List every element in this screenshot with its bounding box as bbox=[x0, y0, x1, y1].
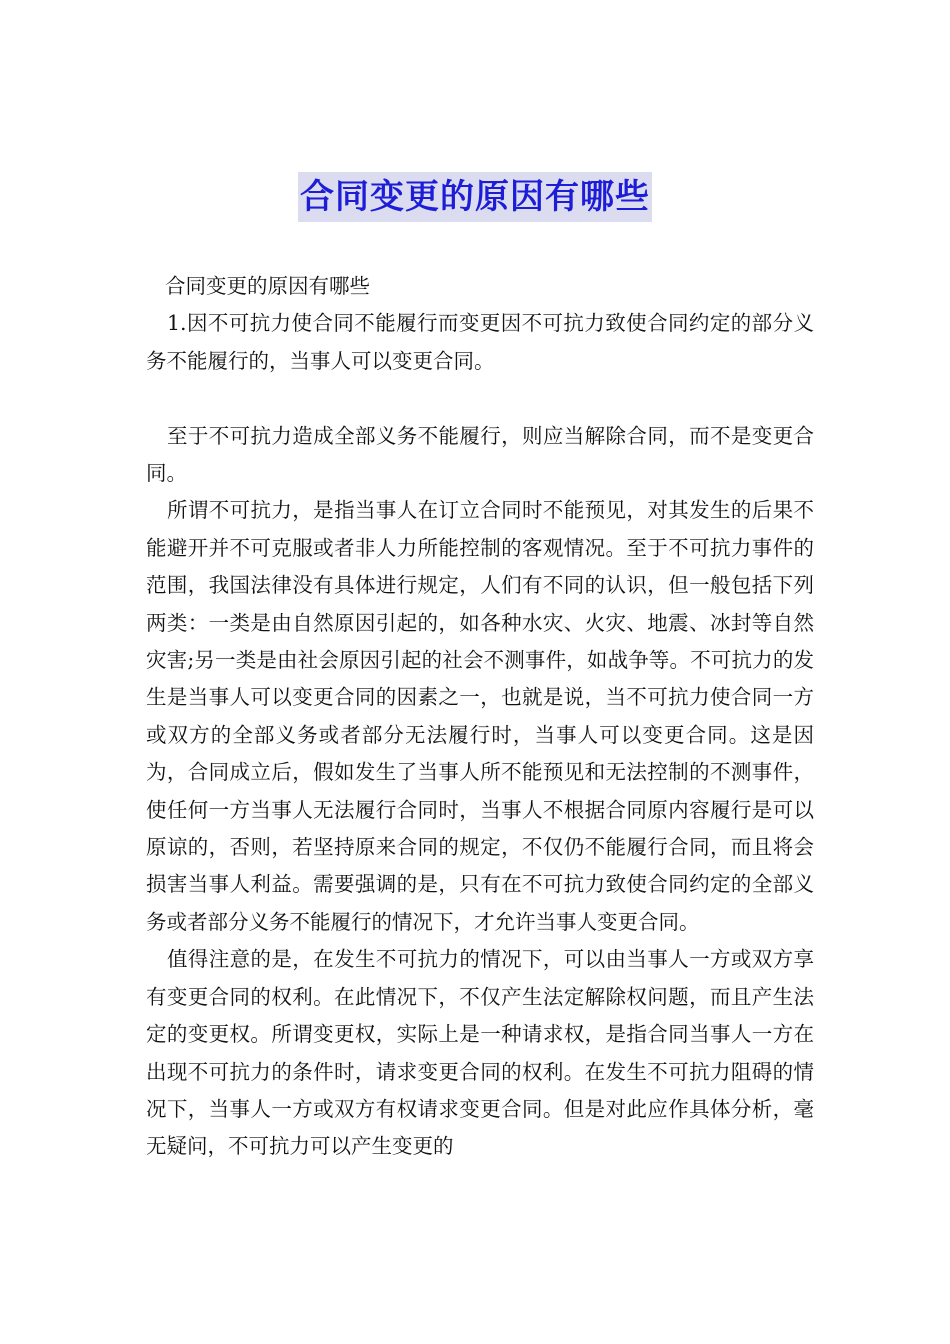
paragraph-3: 所谓不可抗力，是指当事人在订立合同时不能预见，对其发生的后果不能避开并不可克服或者非人力所能控制的客观情况。至于不可抗力事件的范围，我国法律没有具体进行规定，人们有不同的认识，但一般包括下列两类：一类是由自然原因引起的，如各种水灾、火灾、地震、冰封等自然灾害;另一类是由社会原因引起的社会不测事件，如战争等。不可抗力的发生是当事人可以变更合同的因素之一，也就是说，当不可抗力使合同一方或双方的全部义务或者部分无法履行时，当事人可以变更合同。这是因为，合同成立后，假如发生了当事人所不能预见和无法控制的不测事件，使任何一方当事人无法履行合同时，当事人不根据合同原内容履行是可以原谅的，否则，若坚持原来合同的规定，不仅仍不能履行合同，而且将会损害当事人利益。需要强调的是，只有在不可抗力致使合同约定的全部义务或者部分义务不能履行的情况下，才允许当事人变更合同。 bbox=[146, 498, 814, 934]
document-body bbox=[146, 268, 814, 1166]
document-title: 合同变更的原因有哪些 bbox=[298, 172, 652, 222]
paragraph-blank bbox=[146, 380, 814, 417]
paragraph-4: 值得注意的是，在发生不可抗力的情况下，可以由当事人一方或双方享有变更合同的权利。在此情况下，不仅产生法定解除权问题，而且产生法定的变更权。所谓变更权，实际上是一种请求权，是指合同当事人一方在出现不可抗力的条件时，请求变更合同的权利。在发生不可抗力阻碍的情况下，当事人一方或双方有权请求变更合同。但是对此应作具体分析，毫无疑问，不可抗力可以产生变更的 bbox=[146, 947, 814, 1159]
paragraph-subtitle: 合同变更的原因有哪些 bbox=[165, 274, 370, 298]
paragraph-2: 至于不可抗力造成全部义务不能履行，则应当解除合同，而不是变更合同。 bbox=[146, 423, 814, 486]
title-container bbox=[0, 172, 950, 222]
paragraph-1: 1.因不可抗力使合同不能履行而变更因不可抗力致使合同约定的部分义务不能履行的，当事人可以变更合同。 bbox=[146, 311, 814, 373]
